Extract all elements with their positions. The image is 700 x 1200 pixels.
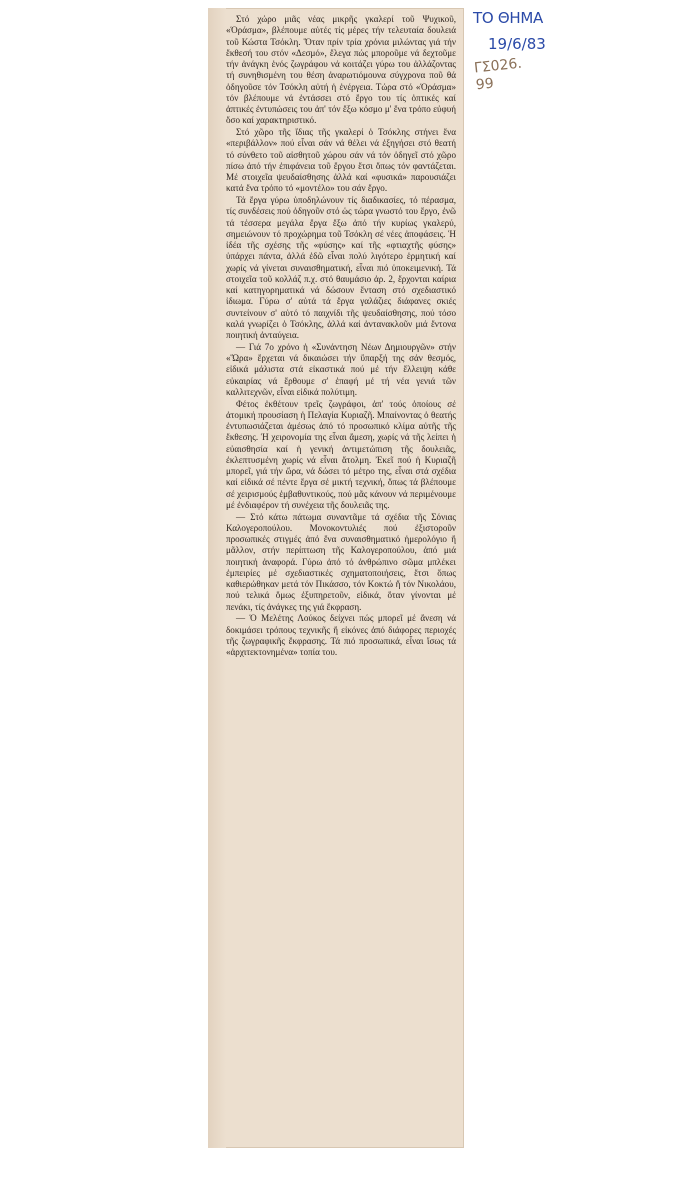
article-column [226,14,456,658]
article-paragraph: Στό χῶρο τῆς ἴδιας τῆς γκαλερί ὁ Τσόκλης στήνει ἕνα «περιβάλλον» πού εἶναι σάν νά θέλει νά ἐξηγήσει στό θεατή τό σύνθετο τοῦ αἰσθητοῦ χώρου σάν νά τόν ὁδηγεῖ στό χῶρο πίσω ἀπό τήν ἐπιφάνεια τοῦ ἔργου ἔτσι ὅπως τόν φαντάζεται. Μέ στοιχεῖα ψευδαίσθησης ἀλλά καί «φυσικά» παρουσιάζει κατά ἕνα τρόπο τό «μοντέλο» του σάν ἔργο. [226,127,456,194]
article-paragraph: Στό χώρο μιᾶς νέας μικρῆς γκαλερί τοῦ Ψυχικοῦ, «Ὁράσμα», βλέπουμε αὐτές τίς μέρες τήν τελευταία δουλειά τοῦ Κώστα Τσόκλη. Ὅταν πρίν τρία χρόνια μιλώντας γιά τήν ἔκθεσή του στόν «Δεσμό», ἔλεγα πώς μποροῦμε νά δεχτοῦμε τήν ἀνάγκη ἑνός ζωγράφου νά κοιτάζει γύρω του ἀλλάζοντας τή συνηθισμένη του θέση ἀναρωτιόμουνα σύγχρονα ποῦ θά ὁδηγοῦσε τόν Τσόκλη αὐτή ἡ ἐνέργεια. Τώρα στό «Ὁράσμα» τόν βλέπουμε νά ἐντάσσει στό ἔργο του τίς ὀπτικές καί ἁπτικές ἐντυπώσεις του ἀπ' τόν ἔξω κόσμο μ' ἕνα τρόπο εὐφυή ὅσο καί χαρακτηριστικό. [226,14,456,126]
pencil-reference [473,56,524,95]
article-paragraph: Φέτος ἐκθέτουν τρεῖς ζωγράφοι, ἀπ' τούς ὁποίους σέ ἀτομική προυσίαση ἡ Πελαγία Κυριαζῆ. Μπαίνοντας ὁ θεατής ἐντυπωσιάζεται ἀμέσως ἀπό τό προσωπικό κλίμα αὐτῆς τῆς ἔκθεσης. Ἡ χειρονομία της εἶναι ἄμεση, χωρίς νά τῆς λείπει ἡ εὐαισθησία καί ἡ γενική ἀντιμετώπιση τῆς δουλειᾶς, ἐκλεπτυσμένη χωρίς νά εἶναι ἄτολμη. Ἐκεῖ πού ἡ Κυριαζῆ μπορεῖ, γιά τήν ὥρα, νά δώσει τό μέτρο της, εἶναι στά σχέδια καί εἰδικά σέ πέντε ἔργα σέ μικτή τεχνική, ὅπως τά βλέπουμε σέ χειρισμούς ἐμβαθυντικούς, πού μᾶς κάνουν νά περιμένουμε μέ ἐνδιαφέρον τή συνέχεια τῆς δουλειᾶς της. [226,398,456,510]
pencil-reference-line2: 99 [475,75,495,94]
article-paragraph: — Γιά 7ο χρόνο ἡ «Συνάντηση Νέων Δημιουργῶν» στήν «Ὥρα» ἔρχεται νά δικαιώσει τήν ὕπαρξή της σάν θεσμός, εἰδικά μάλιστα στά εἰκαστικά πού μέ τήν ἔλλειψη κάθε εὐκαιρίας νά ἔρθουμε σ' ἐπαφή μέ τή νέα γενιά τῶν καλλιτεχνῶν, εἶναι εἰδικά πολύτιμη. [226,341,456,397]
pencil-reference-line1: ΓΣ026. [473,55,523,77]
handwritten-source: ΤΟ ΘΗΜΑ [473,9,543,27]
article-paragraph: — Ὁ Μελέτης Λούκος δείχνει πώς μπορεῖ μέ ἄνεση νά δοκιμάσει τρόπους τεχνικῆς ἤ εἰκόνες ἀπό διάφορες περιοχές τῆς ζωγραφικῆς ἔκφρασης. Τά πιό προσωπικά, εἶναι ἴσως τά «ἀρχιτεκτονημένα» τοπία του. [226,613,456,657]
handwritten-date: 19/6/83 [488,35,546,53]
newspaper-clipping [208,8,464,1148]
article-paragraph: Τά ἔργα γύρω ὑποδηλώνουν τίς διαδικασίες, τό πέρασμα, τίς συνδέσεις πού ὁδηγοῦν στό ὡς τώρα γνωστό του ἔργο, ἐνῶ τά τέσσερα μεγάλα ἔργα ἔξω ἀπό τήν κυρίως γκαλερύ, σημειώνουν τό προχώρημα τοῦ Τσόκλη σέ νέες ἀποφάσεις. Ἡ ἰδέα τῆς σχέσης τῆς «φύσης» καί τῆς «φτιαχτῆς φύσης» ὑπάρχει πάντα, ἀλλά ἐδῶ εἶναι πολύ λιγότερο ἑρμητική καί χωρίς νά γίνεται συναισθηματική, εἶναι πιό ὑποκειμενική. Τά στοιχεῖα τοῦ κολλάζ π.χ. στό θαυμάσιο ἀρ. 2, ἔρχονται καίρια καί κατηγορηματικά νά δώσουν ἔνταση στό σχεδιαστικό ἰδιωμα. Γύρω σ' αὐτά τά ἔργα γαλάζιες διάφανες σκιές συντείνουν σ' αὐτό τό παιχνίδι τῆς ψευδαίσθησης, πού τόσο καλά γνωρίζει ὁ Τσόκλης, ἀλλά καί ἀντανακλοῦν μιά ἔντονα ποιητική ἀνταύγεια. [226,195,456,340]
article-paragraph: — Στό κάτω πάτωμα συναντᾶμε τά σχέδια τῆς Σόνιας Καλογεροπούλου. Μονοκοντυλιές πού ἐξιστοροῦν προσωπικές στιγμές ἀπό ἕνα συναισθηματικό ἡμερολόγιο ἤ μᾶλλον, στήν περίπτωση τῆς Καλογεροπούλου, ἀπό μιά ποιητική ἀναφορά. Γύρω ἀπό τό ἀνθρώπινο σῶμα μπλέκει ἐμπειρίες μέ σχεδιαστικές σχηματοποιήσεις, ἔτσι ὅπως καθιερώθηκαν μετά τόν Πικάσσο, τόν Κοκτώ ἤ τόν Νικολάου, πού τελικά ὅμως ἐξυπηρετοῦν, εἰδικά, ὅταν γίνονται μέ πενάκι, τίς ἀνάγκες της γιά ἔκφραση. [226,511,456,612]
